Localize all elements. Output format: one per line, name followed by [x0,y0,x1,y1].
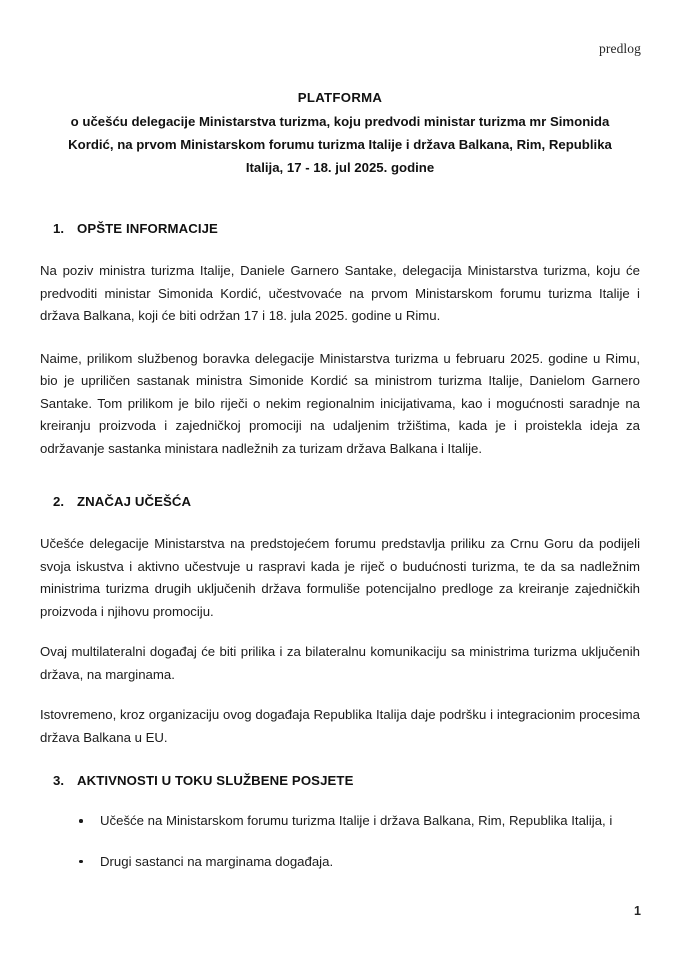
paragraph-1-2: Naime, prilikom službenog boravka delegacije Ministarstva turizma u februaru 2025. godine u Rimu, bio je upriličen sastanak ministra Simonide Kordić sa ministrom turizma Italije, Danielom Garnero Santake. Tom prilikom je bilo riječi o nekim regionalnim inicijativama, kao i mogućnosti saradnje na kreiranju proizvoda i zajedničkoj promociji na udaljenim tržištima, kada je i proistekla ideja za održavanje sastanka ministara nadležnih za turizam država Balkana i Italije. [40,350,640,456]
paragraph-2-3: Istovremeno, kroz organizaciju ovog događaja Republika Italija daje podršku i integracionim procesima država Balkana u EU. [40,707,640,745]
document-body [40,86,640,873]
activities-list [40,810,640,873]
section-title-3: AKTIVNOSTI U TOKU SLUŽBENE POSJETE [77,773,354,788]
section-title-1: OPŠTE INFORMACIJE [77,221,218,236]
document-title: PLATFORMA [297,90,383,105]
section-number-1: 1. [53,221,64,236]
document-title-block [40,86,640,179]
page-number: 1 [634,904,641,918]
paragraph-2-2: Ovaj multilateralni događaj će biti prilika i za bilateralnu komunikaciju sa ministrima turizma uključenih država, na marginama. [40,644,640,682]
bullet-dot-icon [79,819,83,823]
bullet-dot-icon [79,860,83,864]
paragraph-2-1: Učešće delegacije Ministarstva na predstojećem forumu predstavlja priliku za Crnu Goru da podijeli svoja iskustva i aktivno učestvuje u raspravi kada je riječ o budućnosti turizma, te da sa nadležnim ministrima turizma drugih uključenih država formuliše potencijalno predloge za kreiranje zajedničkih proizvoda i njihovu promociju. [40,536,640,619]
document-subtitle: o učešću delegacije Ministarstva turizma, koju predvodi ministar turizma mr Simonida Kordić, na prvom Ministarskom forumu turizma Italije i država Balkana, Rim, Republika Italija, 17 - 18. jul 2025. godine [68,114,612,175]
list-item [78,810,640,833]
list-item-text: Učešće na Ministarskom forumu turizma Italije i država Balkana, Rim, Republika Italija, i [100,813,613,828]
paragraph-1-1: Na poziv ministra turizma Italije, Daniele Garnero Santake, delegacija Ministarstva turizma, koju će predvoditi ministar Simonida Kordić, učestvovaće na prvom Ministarskom forumu turizma Italije i država Balkana, koji će biti održan 17 i 18. jula 2025. godine u Rimu. [40,263,640,323]
section-heading-3 [53,773,640,788]
list-item [78,851,640,874]
section-number-3: 3. [53,773,64,788]
section-number-2: 2. [53,494,64,509]
section-heading-1 [53,221,640,236]
section-heading-2 [53,494,640,509]
list-item-text: Drugi sastanci na marginama događaja. [100,853,334,869]
section-title-2: ZNAČAJ UČEŠĆA [77,494,192,509]
document-status-marker: predlog [599,41,641,56]
